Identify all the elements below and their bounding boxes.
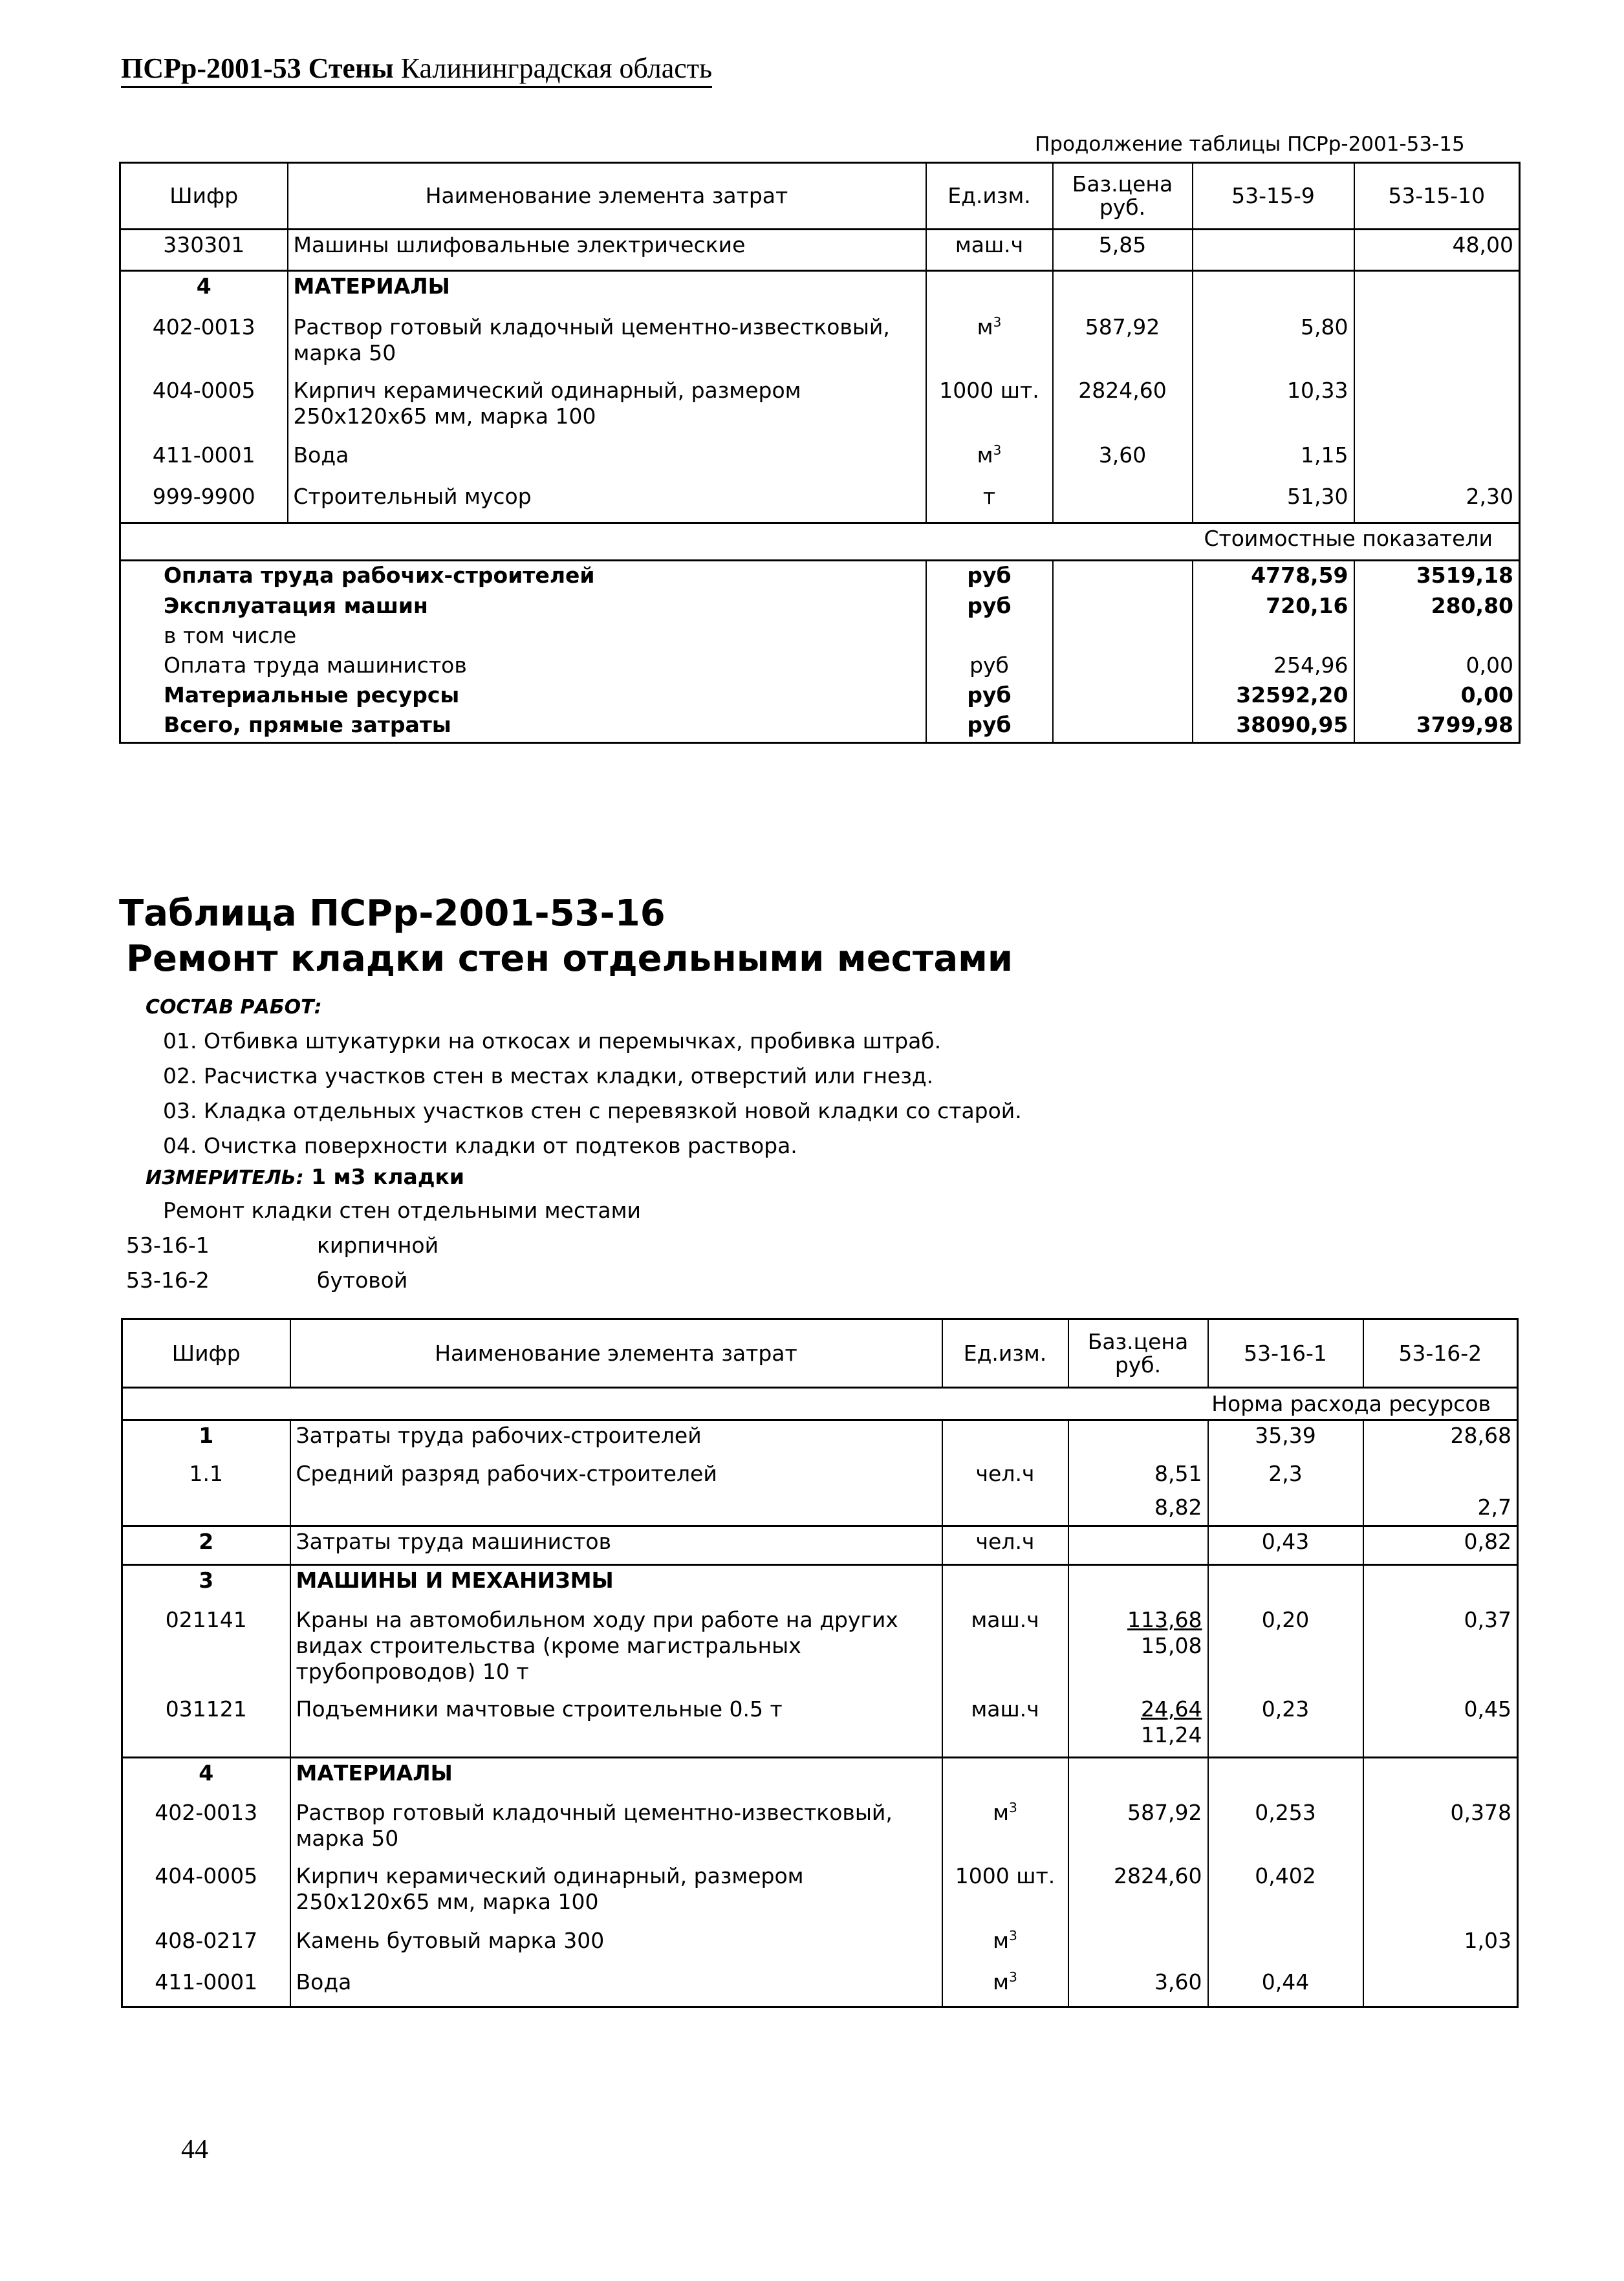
cell-value: 2,30 xyxy=(1354,482,1520,523)
cost-label: Всего, прямые затраты xyxy=(164,711,451,737)
table-row xyxy=(122,1798,1518,1861)
cell-price: 2824,60 xyxy=(1068,1861,1208,1926)
table-section-row xyxy=(122,1565,1518,1605)
cell-value xyxy=(1363,1967,1518,2007)
cell-code: 402-0013 xyxy=(152,314,255,340)
cell-value: 10,33 xyxy=(1193,376,1354,440)
column-header: Баз.цена руб. xyxy=(1053,163,1193,230)
cell-value: 0,378 xyxy=(1363,1798,1518,1861)
cell-price: 3,60 xyxy=(1068,1967,1208,2007)
cell-value: 2,3 xyxy=(1208,1459,1363,1493)
cell-code: 404-0005 xyxy=(155,1863,258,1888)
table-row xyxy=(122,1967,1518,2007)
cell-price xyxy=(1068,1526,1208,1565)
table-row xyxy=(122,1861,1518,1926)
cell-value: 0,23 xyxy=(1208,1694,1363,1758)
column-header: 53-16-1 xyxy=(1208,1319,1363,1388)
cell-value xyxy=(1208,1926,1363,1967)
table-row xyxy=(120,312,1520,376)
cell-value: 5,80 xyxy=(1193,312,1354,376)
cost-value: 4778,59 xyxy=(1193,561,1354,592)
cost-value: 254,96 xyxy=(1193,651,1354,681)
page-number: 44 xyxy=(181,2135,208,2165)
cell-code: 404-0005 xyxy=(152,377,255,403)
table-row xyxy=(120,482,1520,523)
cell-price xyxy=(1068,1926,1208,1967)
cell-price: 2824,60 xyxy=(1053,376,1193,440)
cell-value xyxy=(1354,440,1520,482)
table-row xyxy=(122,1694,1518,1758)
cell-name: Затраты труда машинистов xyxy=(290,1526,942,1565)
header-region: Калининградская область xyxy=(400,52,713,84)
cell-value: 2,7 xyxy=(1363,1493,1518,1526)
cost-heading-row xyxy=(120,523,1520,561)
measure-line xyxy=(146,1164,464,1189)
cell-name: Средний разряд рабочих-строителей xyxy=(290,1459,942,1493)
cell-unit: маш.ч xyxy=(942,1694,1068,1758)
cell-code: 402-0013 xyxy=(155,1799,258,1825)
column-header: Баз.цена руб. xyxy=(1068,1319,1208,1388)
cell-code: 4 xyxy=(196,274,211,299)
cell-name: Раствор готовый кладочный цементно-известковый, марка 50 xyxy=(288,312,926,376)
cell-name: Вода xyxy=(288,440,926,482)
page-header xyxy=(121,52,712,88)
cell-code: 1.1 xyxy=(189,1460,223,1486)
cell-name: Кирпич керамический одинарный, размером 250х120х65 мм, марка 100 xyxy=(288,376,926,440)
cell-code: 999-9900 xyxy=(152,483,255,509)
cell-price: 3,60 xyxy=(1053,440,1193,482)
cell-unit: $м^3$ xyxy=(942,1926,1068,1967)
cell-value xyxy=(1208,1493,1363,1526)
cell-name: Подъемники мачтовые строительные 0.5 т xyxy=(290,1694,942,1758)
column-header: Шифр xyxy=(169,183,239,208)
cost-label: Эксплуатация машин xyxy=(164,592,428,618)
cost-row xyxy=(120,561,1520,592)
cell-value: 1,15 xyxy=(1193,440,1354,482)
cost-value: 0,00 xyxy=(1354,651,1520,681)
table-row xyxy=(122,1926,1518,1967)
header-doc-code: ПСРр-2001-53 Стены xyxy=(121,52,394,84)
cell-price: 587,92 xyxy=(1053,312,1193,376)
work-item: 02. Расчистка участков стен в местах кладки, отверстий или гнезд. xyxy=(163,1063,934,1088)
work-item: 04. Очистка поверхности кладки от подтеков раствора. xyxy=(163,1133,797,1158)
cell-name xyxy=(290,1493,942,1526)
cell-code: 408-0217 xyxy=(155,1927,258,1953)
cell-value xyxy=(1354,376,1520,440)
table-row xyxy=(120,230,1520,271)
column-header: Ед.изм. xyxy=(942,1319,1068,1388)
resource-table-53-15 xyxy=(119,162,1521,744)
cell-price: 8,82 xyxy=(1068,1493,1208,1526)
cell-value: 48,00 xyxy=(1354,230,1520,271)
column-header: Наименование элемента затрат xyxy=(290,1319,942,1388)
section-title: МАШИНЫ И МЕХАНИЗМЫ xyxy=(290,1565,942,1605)
table-row xyxy=(122,1526,1518,1565)
cost-unit: руб xyxy=(926,651,1053,681)
table-row xyxy=(122,1459,1518,1493)
cell-code: 411-0001 xyxy=(152,442,255,468)
cell-code: 4 xyxy=(199,1760,214,1786)
cost-row xyxy=(120,592,1520,622)
price-secondary: 11,24 xyxy=(1141,1722,1202,1747)
cell-code: 330301 xyxy=(163,232,245,257)
column-header: Наименование элемента затрат xyxy=(288,163,926,230)
cell-unit: маш.ч xyxy=(926,230,1053,271)
cell-unit xyxy=(942,1420,1068,1459)
cost-value: 38090,95 xyxy=(1193,711,1354,743)
cell-price xyxy=(1068,1694,1208,1758)
cell-value: 0,402 xyxy=(1208,1861,1363,1926)
cell-price: 5,85 xyxy=(1053,230,1193,271)
cell-value xyxy=(1193,230,1354,271)
cost-value: 3519,18 xyxy=(1354,561,1520,592)
cell-value xyxy=(1354,312,1520,376)
column-header: 53-16-2 xyxy=(1363,1319,1518,1388)
cell-price xyxy=(1053,482,1193,523)
cost-label: Оплата труда машинистов xyxy=(164,652,467,678)
table-header-row xyxy=(120,163,1520,230)
cost-unit: руб xyxy=(926,592,1053,622)
work-item: 03. Кладка отдельных участков стен с перевязкой новой кладки со старой. xyxy=(163,1098,1022,1123)
cost-value: 3799,98 xyxy=(1354,711,1520,743)
cell-value: 0,44 xyxy=(1208,1967,1363,2007)
cost-row xyxy=(120,711,1520,743)
cost-unit: руб xyxy=(926,561,1053,592)
column-header: 53-15-10 xyxy=(1354,163,1520,230)
variant-name: бутовой xyxy=(317,1268,408,1293)
variant-code: 53-16-2 xyxy=(126,1268,210,1293)
price-secondary: 15,08 xyxy=(1141,1632,1202,1658)
cost-value: 720,16 xyxy=(1193,592,1354,622)
column-header: Шифр xyxy=(171,1340,241,1366)
cell-value: 0,20 xyxy=(1208,1605,1363,1694)
cost-row xyxy=(120,651,1520,681)
cell-code: 411-0001 xyxy=(155,1969,258,1995)
measure-label: ИЗМЕРИТЕЛЬ: xyxy=(146,1167,304,1189)
cell-name: Краны на автомобильном ходу при работе на других видах строительства (кроме магистральных трубопроводов) 10 т xyxy=(290,1605,942,1694)
cell-value: 0,37 xyxy=(1363,1605,1518,1694)
cell-name: Вода xyxy=(290,1967,942,2007)
cell-unit: $м^3$ xyxy=(942,1967,1068,2007)
cost-row xyxy=(120,622,1520,651)
price-primary: 113,68 xyxy=(1127,1606,1202,1632)
cell-value xyxy=(1363,1861,1518,1926)
cell-value xyxy=(1363,1459,1518,1493)
cell-unit: чел.ч xyxy=(942,1459,1068,1493)
cost-unit: руб xyxy=(926,711,1053,743)
cell-value: 35,39 xyxy=(1208,1420,1363,1459)
cost-value: 280,80 xyxy=(1354,592,1520,622)
table-row xyxy=(122,1420,1518,1459)
cell-code: 021141 xyxy=(165,1606,247,1632)
cost-value: 32592,20 xyxy=(1193,681,1354,711)
table-row xyxy=(120,376,1520,440)
cell-code: 3 xyxy=(199,1568,214,1593)
cell-name: Камень бутовый марка 300 xyxy=(290,1926,942,1967)
cell-unit: 1000 шт. xyxy=(926,376,1053,440)
cell-value: 0,253 xyxy=(1208,1798,1363,1861)
cell-unit: т xyxy=(926,482,1053,523)
cell-unit xyxy=(942,1493,1068,1526)
cell-price xyxy=(1068,1605,1208,1694)
cell-value: 28,68 xyxy=(1363,1420,1518,1459)
cost-label: Оплата труда рабочих-строителей xyxy=(164,563,595,588)
norm-heading-row xyxy=(122,1388,1518,1420)
cell-price xyxy=(1068,1420,1208,1459)
table-row xyxy=(122,1493,1518,1526)
cell-name: Затраты труда рабочих-строителей xyxy=(290,1420,942,1459)
cost-heading: Стоимостные показатели xyxy=(1204,526,1493,551)
table-subtitle: Ремонт кладки стен отдельными местами xyxy=(126,938,1013,980)
table-section-row xyxy=(122,1758,1518,1798)
continuation-note: Продолжение таблицы ПСРр-2001-53-15 xyxy=(1035,133,1465,156)
resource-table-53-16 xyxy=(121,1318,1519,2008)
cell-price: 587,92 xyxy=(1068,1798,1208,1861)
variant-name: кирпичной xyxy=(317,1233,439,1258)
cell-code: 2 xyxy=(199,1529,214,1554)
composition-heading: СОСТАВ РАБОТ: xyxy=(146,996,322,1019)
cost-label: Материальные ресурсы xyxy=(164,682,460,708)
cost-unit: руб xyxy=(926,681,1053,711)
table-section-row xyxy=(120,271,1520,312)
measure-value: 1 м3 кладки xyxy=(311,1164,464,1189)
cell-unit: 1000 шт. xyxy=(942,1861,1068,1926)
variant-title: Ремонт кладки стен отдельными местами xyxy=(163,1198,641,1223)
cell-name: Строительный мусор xyxy=(288,482,926,523)
cost-label: в том числе xyxy=(164,622,297,648)
norm-heading: Норма расхода ресурсов xyxy=(1211,1391,1491,1416)
cell-code xyxy=(122,1493,290,1526)
table-row xyxy=(122,1605,1518,1694)
cell-unit: $м^3$ xyxy=(926,440,1053,482)
column-header: Ед.изм. xyxy=(926,163,1053,230)
cell-value: 51,30 xyxy=(1193,482,1354,523)
cell-value: 1,03 xyxy=(1363,1926,1518,1967)
cell-name: Раствор готовый кладочный цементно-известковый, марка 50 xyxy=(290,1798,942,1861)
cell-unit: $м^3$ xyxy=(926,312,1053,376)
cell-value: 0,43 xyxy=(1208,1526,1363,1565)
cell-name: Машины шлифовальные электрические xyxy=(288,230,926,271)
cost-row xyxy=(120,681,1520,711)
work-item: 01. Отбивка штукатурки на откосах и перемычках, пробивка штраб. xyxy=(163,1028,942,1054)
section-title: МАТЕРИАЛЫ xyxy=(290,1758,942,1798)
variant-code: 53-16-1 xyxy=(126,1233,210,1258)
table-row xyxy=(120,440,1520,482)
column-header: 53-15-9 xyxy=(1193,163,1354,230)
cell-name: Кирпич керамический одинарный, размером 250х120х65 мм, марка 100 xyxy=(290,1861,942,1926)
cell-unit: $м^3$ xyxy=(942,1798,1068,1861)
table-title: Таблица ПСРр-2001-53-16 xyxy=(119,892,666,935)
section-title: МАТЕРИАЛЫ xyxy=(288,271,926,312)
cell-unit: маш.ч xyxy=(942,1605,1068,1694)
cost-value: 0,00 xyxy=(1354,681,1520,711)
cell-price: 8,51 xyxy=(1068,1459,1208,1493)
cell-value: 0,45 xyxy=(1363,1694,1518,1758)
cell-code: 1 xyxy=(199,1423,214,1448)
cell-value: 0,82 xyxy=(1363,1526,1518,1565)
table-header-row xyxy=(122,1319,1518,1388)
price-primary: 24,64 xyxy=(1141,1696,1202,1722)
cell-code: 031121 xyxy=(165,1696,247,1722)
cell-unit: чел.ч xyxy=(942,1526,1068,1565)
